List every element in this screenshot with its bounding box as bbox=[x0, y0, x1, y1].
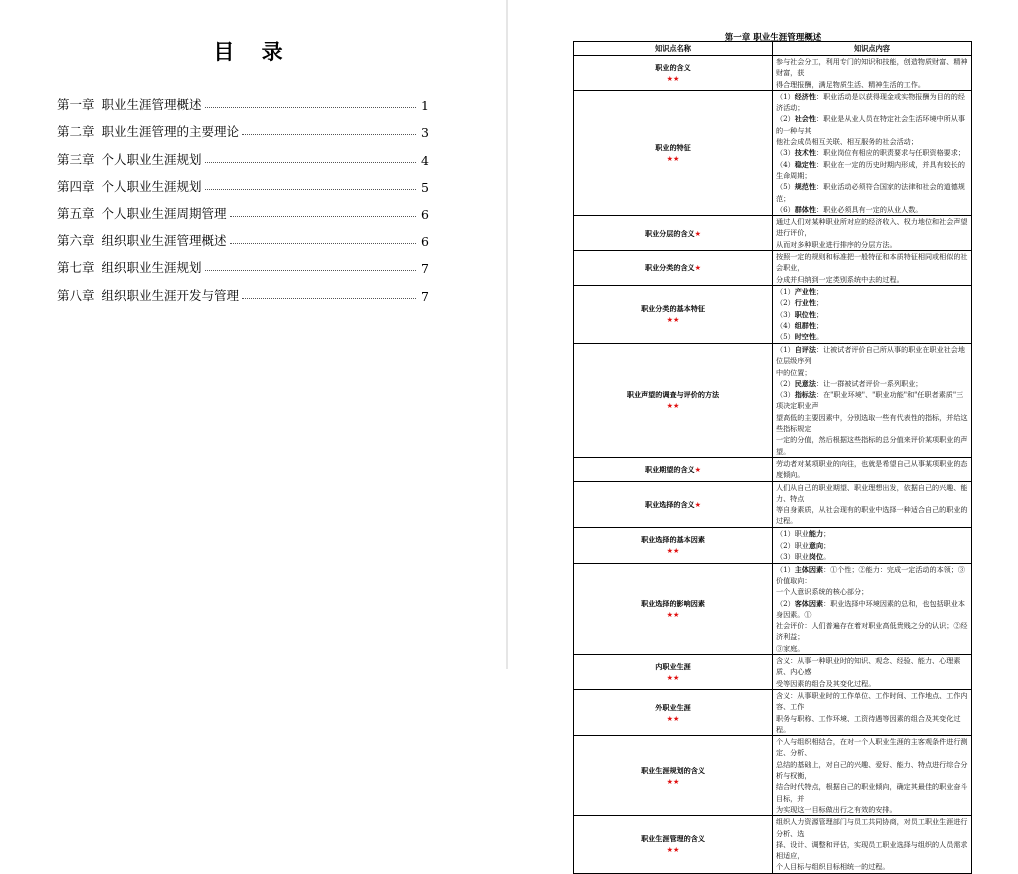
toc-chapter: 第一章 bbox=[57, 97, 95, 113]
content-line: （3）职位性； bbox=[776, 309, 824, 319]
table-row bbox=[574, 285, 972, 343]
point-name-text: 职业声望的调查与评价的方法 bbox=[626, 390, 720, 400]
content-line: （3）指标法：在"职业环境"、"职业功能"和"任职者素质"三项决定职业声 bbox=[776, 390, 964, 411]
importance-stars: ★★ bbox=[666, 845, 680, 855]
toc-entry-title: 组织职业生涯管理概述 bbox=[101, 233, 227, 249]
toc-entry-title: 职业生涯管理概述 bbox=[101, 97, 202, 113]
toc-page-number: 7 bbox=[421, 261, 429, 277]
content-line: （1）经济性：职业活动是以获得现金或实物报酬为目的的经济活动； bbox=[776, 91, 965, 113]
toc-chapter: 第六章 bbox=[57, 233, 95, 249]
toc-page bbox=[0, 0, 506, 669]
importance-stars: ★★ bbox=[666, 546, 680, 556]
importance-stars: ★★ bbox=[666, 401, 680, 411]
content-line: 望高低的主要因素中，分别选取一些有代表性的指标，并给这些指标规定 bbox=[776, 412, 968, 434]
knowledge-table bbox=[573, 41, 972, 874]
content-line: 分成并归纳到一定类别系统中去的过程。 bbox=[776, 274, 904, 284]
content-line: （3）职业岗位。 bbox=[776, 551, 831, 561]
content-line: 参与社会分工，利用专门的知识和技能，创造物质财富、精神财富，获 bbox=[776, 57, 968, 78]
knowledge-point-content bbox=[773, 655, 972, 690]
toc-leader bbox=[230, 243, 416, 244]
knowledge-point-name bbox=[574, 285, 773, 343]
toc-chapter: 第七章 bbox=[57, 260, 95, 276]
knowledge-point-name bbox=[574, 251, 773, 286]
toc-chapter: 第四章 bbox=[57, 178, 95, 194]
content-line: 个人与组织相结合，在对一个人职业生涯的主客观条件进行测定、分析、 bbox=[776, 737, 968, 758]
content-line: （1）主体因素：①个性；②能力：完成一定活动的本领；③价值取向： bbox=[776, 564, 965, 585]
content-line: 一定的分值，然后根据这些指标的总分值来评价某项职业的声望。 bbox=[776, 435, 968, 456]
knowledge-point-content bbox=[773, 689, 972, 735]
content-line: （1）产业性； bbox=[776, 287, 824, 297]
table-row bbox=[574, 343, 972, 457]
toc-leader bbox=[205, 107, 416, 108]
content-line: （1）自评法：让被试者评价自己所从事的职业在职业社会地位层级序列 bbox=[776, 344, 965, 366]
knowledge-point-content bbox=[773, 285, 972, 343]
content-line: 个人目标与组织目标相统一的过程。 bbox=[776, 862, 890, 872]
importance-stars: ★★ bbox=[666, 673, 680, 682]
point-name-text: 职业生涯管理的含义 bbox=[641, 834, 705, 844]
content-line: 择、设计、调整和评估，实现员工职业选择与组织的人员需求相适应， bbox=[776, 839, 968, 861]
table-row bbox=[574, 216, 972, 251]
knowledge-point-content bbox=[773, 90, 972, 215]
knowledge-point-content bbox=[773, 736, 972, 816]
table-body bbox=[574, 56, 972, 874]
point-name-text: 职业分类的含义 bbox=[644, 263, 695, 273]
toc-entry-title: 个人职业生涯周期管理 bbox=[101, 205, 227, 221]
toc-leader bbox=[242, 298, 416, 299]
toc-entry[interactable] bbox=[57, 86, 429, 113]
knowledge-point-content bbox=[773, 216, 972, 251]
content-line: 按照一定的规则和标准把一般特征和本质特征相同或相似的社会职业， bbox=[776, 252, 968, 273]
content-line: （2）社会性：职业是从业人员在特定社会生活环境中所从事的一种与其 bbox=[776, 114, 965, 135]
content-line: （5）规范性：职业活动必须符合国家的法律和社会的道德规范； bbox=[776, 182, 965, 203]
table-row bbox=[574, 689, 972, 735]
toc-leader bbox=[205, 162, 416, 163]
content-line: 通过人们对某种职业所对应的经济收入、权力地位和社会声望进行评价， bbox=[776, 217, 968, 238]
point-name-text: 职业期望的含义 bbox=[644, 464, 695, 474]
toc-chapter: 第八章 bbox=[57, 287, 95, 303]
toc-entry-title: 个人职业生涯规划 bbox=[101, 178, 202, 194]
table-row bbox=[574, 457, 972, 481]
toc-chapter: 第二章 bbox=[57, 124, 95, 140]
knowledge-point-content bbox=[773, 457, 972, 481]
content-line: 受等因素的组合及其变化过程。 bbox=[776, 678, 876, 688]
knowledge-point-content bbox=[773, 816, 972, 873]
toc-entry-title: 个人职业生涯规划 bbox=[101, 151, 202, 167]
toc-leader bbox=[205, 189, 416, 190]
knowledge-point-content bbox=[773, 56, 972, 91]
point-name-text: 职业分层的含义 bbox=[644, 228, 695, 238]
knowledge-point-name bbox=[574, 343, 773, 457]
content-line: （2）行业性； bbox=[776, 298, 824, 308]
content-line: （1）职业能力； bbox=[776, 529, 831, 539]
toc-entry-title: 组织职业生涯规划 bbox=[101, 260, 202, 276]
toc-leader bbox=[230, 216, 416, 217]
toc-entry[interactable] bbox=[57, 195, 429, 222]
toc-entry[interactable] bbox=[57, 140, 429, 167]
knowledge-point-content bbox=[773, 481, 972, 527]
table-row bbox=[574, 90, 972, 215]
importance-stars: ★ bbox=[694, 464, 702, 474]
point-name-text: 职业的含义 bbox=[655, 62, 691, 72]
knowledge-point-content bbox=[773, 527, 972, 563]
table-row bbox=[574, 563, 972, 654]
content-line: 为实现这一目标做出行之有效的安排。 bbox=[776, 804, 897, 814]
toc-page-number: 5 bbox=[421, 179, 429, 195]
toc-page-number: 1 bbox=[421, 98, 429, 114]
toc-page-number: 6 bbox=[421, 206, 429, 222]
toc-title: 目 录 bbox=[213, 40, 293, 64]
knowledge-point-name bbox=[574, 216, 773, 251]
content-line: ③家庭。 bbox=[776, 643, 805, 653]
knowledge-point-name bbox=[574, 655, 773, 690]
header-content: 知识点内容 bbox=[773, 42, 972, 56]
content-line: 总结的基础上，对自己的兴趣、爱好、能力、特点进行综合分析与权衡， bbox=[776, 759, 968, 781]
content-line: （4）组群性； bbox=[776, 321, 824, 331]
toc-entry[interactable] bbox=[57, 276, 429, 303]
content-line: （2）职业意向； bbox=[776, 540, 831, 550]
point-name-text: 职业分类的基本特征 bbox=[641, 304, 705, 314]
chapter-title: 第一章 职业生涯管理概述 bbox=[724, 33, 822, 43]
importance-stars: ★★ bbox=[666, 776, 680, 786]
importance-stars: ★ bbox=[694, 228, 702, 238]
knowledge-point-content bbox=[773, 563, 972, 654]
content-line: 得合理报酬，满足物质生活、精神生活的工作。 bbox=[776, 79, 925, 89]
point-name-text: 职业生涯规划的含义 bbox=[641, 765, 705, 775]
toc-page-number: 6 bbox=[421, 234, 429, 250]
point-name-text: 职业的特征 bbox=[655, 143, 691, 153]
importance-stars: ★★ bbox=[666, 315, 680, 325]
content-line: （2）民意法：让一群被试者评价一系列职业； bbox=[776, 378, 923, 388]
toc-leader bbox=[242, 134, 416, 135]
point-name-text: 外职业生涯 bbox=[655, 702, 691, 712]
content-line: 人们从自己的职业期望、职业理想出发，依据自己的兴趣、能力、特点 bbox=[776, 482, 968, 503]
importance-stars: ★★ bbox=[666, 73, 680, 83]
knowledge-point-name bbox=[574, 736, 773, 816]
knowledge-point-name bbox=[574, 90, 773, 215]
content-line: 组织人力资源管理部门与员工共同协商，对员工职业生涯进行分析、选 bbox=[776, 817, 968, 838]
content-line: 劳动者对某项职业的向往，也就是希望自己从事某项职业的态度倾向。 bbox=[776, 458, 968, 480]
point-name-text: 内职业生涯 bbox=[655, 662, 691, 671]
table-row bbox=[574, 736, 972, 816]
content-line: （3）技术性：职业岗位有相应的职责要求与任职资格要求； bbox=[776, 148, 965, 158]
content-line: （5）时空性。 bbox=[776, 332, 824, 342]
content-line: （2）客体因素：职业选择中环境因素的总和，也包括职业本身因素。① bbox=[776, 598, 965, 619]
content-line: 一个人意识系统的核心部分； bbox=[776, 587, 869, 597]
content-line: 结合时代特点，根据自己的职业倾向，确定其最佳的职业奋斗目标，并 bbox=[776, 782, 968, 803]
header-point: 知识点名称 bbox=[574, 42, 773, 56]
knowledge-point-name bbox=[574, 457, 773, 481]
knowledge-point-name bbox=[574, 56, 773, 91]
table-row bbox=[574, 481, 972, 527]
table-row bbox=[574, 527, 972, 563]
content-line: 中的位置； bbox=[776, 367, 812, 377]
knowledge-point-name bbox=[574, 563, 773, 654]
importance-stars: ★★ bbox=[666, 154, 680, 164]
toc-entry-title: 职业生涯管理的主要理论 bbox=[101, 124, 240, 140]
toc-entry[interactable] bbox=[57, 168, 429, 195]
knowledge-point-content bbox=[773, 343, 972, 457]
content-line: 他社会成员相互关联、相互服务的社会活动； bbox=[776, 137, 918, 147]
toc-entry-title: 组织职业生涯开发与管理 bbox=[101, 287, 240, 303]
toc-page-number: 7 bbox=[421, 288, 429, 304]
importance-stars: ★ bbox=[694, 499, 702, 509]
point-name-text: 职业选择的基本因素 bbox=[641, 535, 705, 545]
content-line: 等自身素质，从社会现有的职业中选择一种适合自己的职业的过程。 bbox=[776, 505, 968, 526]
toc-chapter: 第三章 bbox=[57, 151, 95, 167]
importance-stars: ★ bbox=[694, 263, 702, 273]
content-line: 从而对多种职业进行排序的分层方法。 bbox=[776, 239, 897, 249]
content-line: 含义：从事职业时的工作单位、工作时间、工作地点、工作内容、工作 bbox=[776, 690, 968, 712]
knowledge-point-name bbox=[574, 481, 773, 527]
knowledge-point-name bbox=[574, 816, 773, 873]
knowledge-point-content bbox=[773, 251, 972, 286]
point-name-text: 职业选择的含义 bbox=[644, 499, 695, 509]
content-line: 社会评价：人们普遍存在着对职业高低贵贱之分的认识；②经济利益； bbox=[776, 621, 968, 642]
knowledge-point-name bbox=[574, 689, 773, 735]
toc-page-number: 4 bbox=[421, 152, 429, 168]
table-row bbox=[574, 56, 972, 91]
table-header-row bbox=[574, 42, 972, 56]
content-line: 含义：从事一种职业时的知识、观念、经验、能力、心理素质、内心感 bbox=[776, 656, 961, 677]
toc-entry[interactable] bbox=[57, 113, 429, 140]
point-name-text: 职业选择的影响因素 bbox=[641, 598, 705, 608]
content-line: （4）稳定性：职业在一定的历史时期内形成，并具有较长的生命周期； bbox=[776, 159, 965, 180]
importance-stars: ★★ bbox=[666, 609, 680, 619]
knowledge-point-name bbox=[574, 527, 773, 563]
table-row bbox=[574, 655, 972, 690]
toc-entry[interactable] bbox=[57, 249, 429, 276]
toc-page-number: 3 bbox=[421, 125, 429, 141]
toc-entry[interactable] bbox=[57, 222, 429, 249]
toc-chapter: 第五章 bbox=[57, 205, 95, 221]
table-row bbox=[574, 816, 972, 873]
table-row bbox=[574, 251, 972, 286]
content-line: 职务与职称、工作环境、工资待遇等因素的组合及其变化过程。 bbox=[776, 713, 961, 734]
content-line: （6）群体性：职业必须具有一定的从业人数。 bbox=[776, 204, 923, 214]
importance-stars: ★★ bbox=[666, 713, 680, 723]
toc-list bbox=[57, 86, 429, 304]
toc-leader bbox=[205, 270, 416, 271]
